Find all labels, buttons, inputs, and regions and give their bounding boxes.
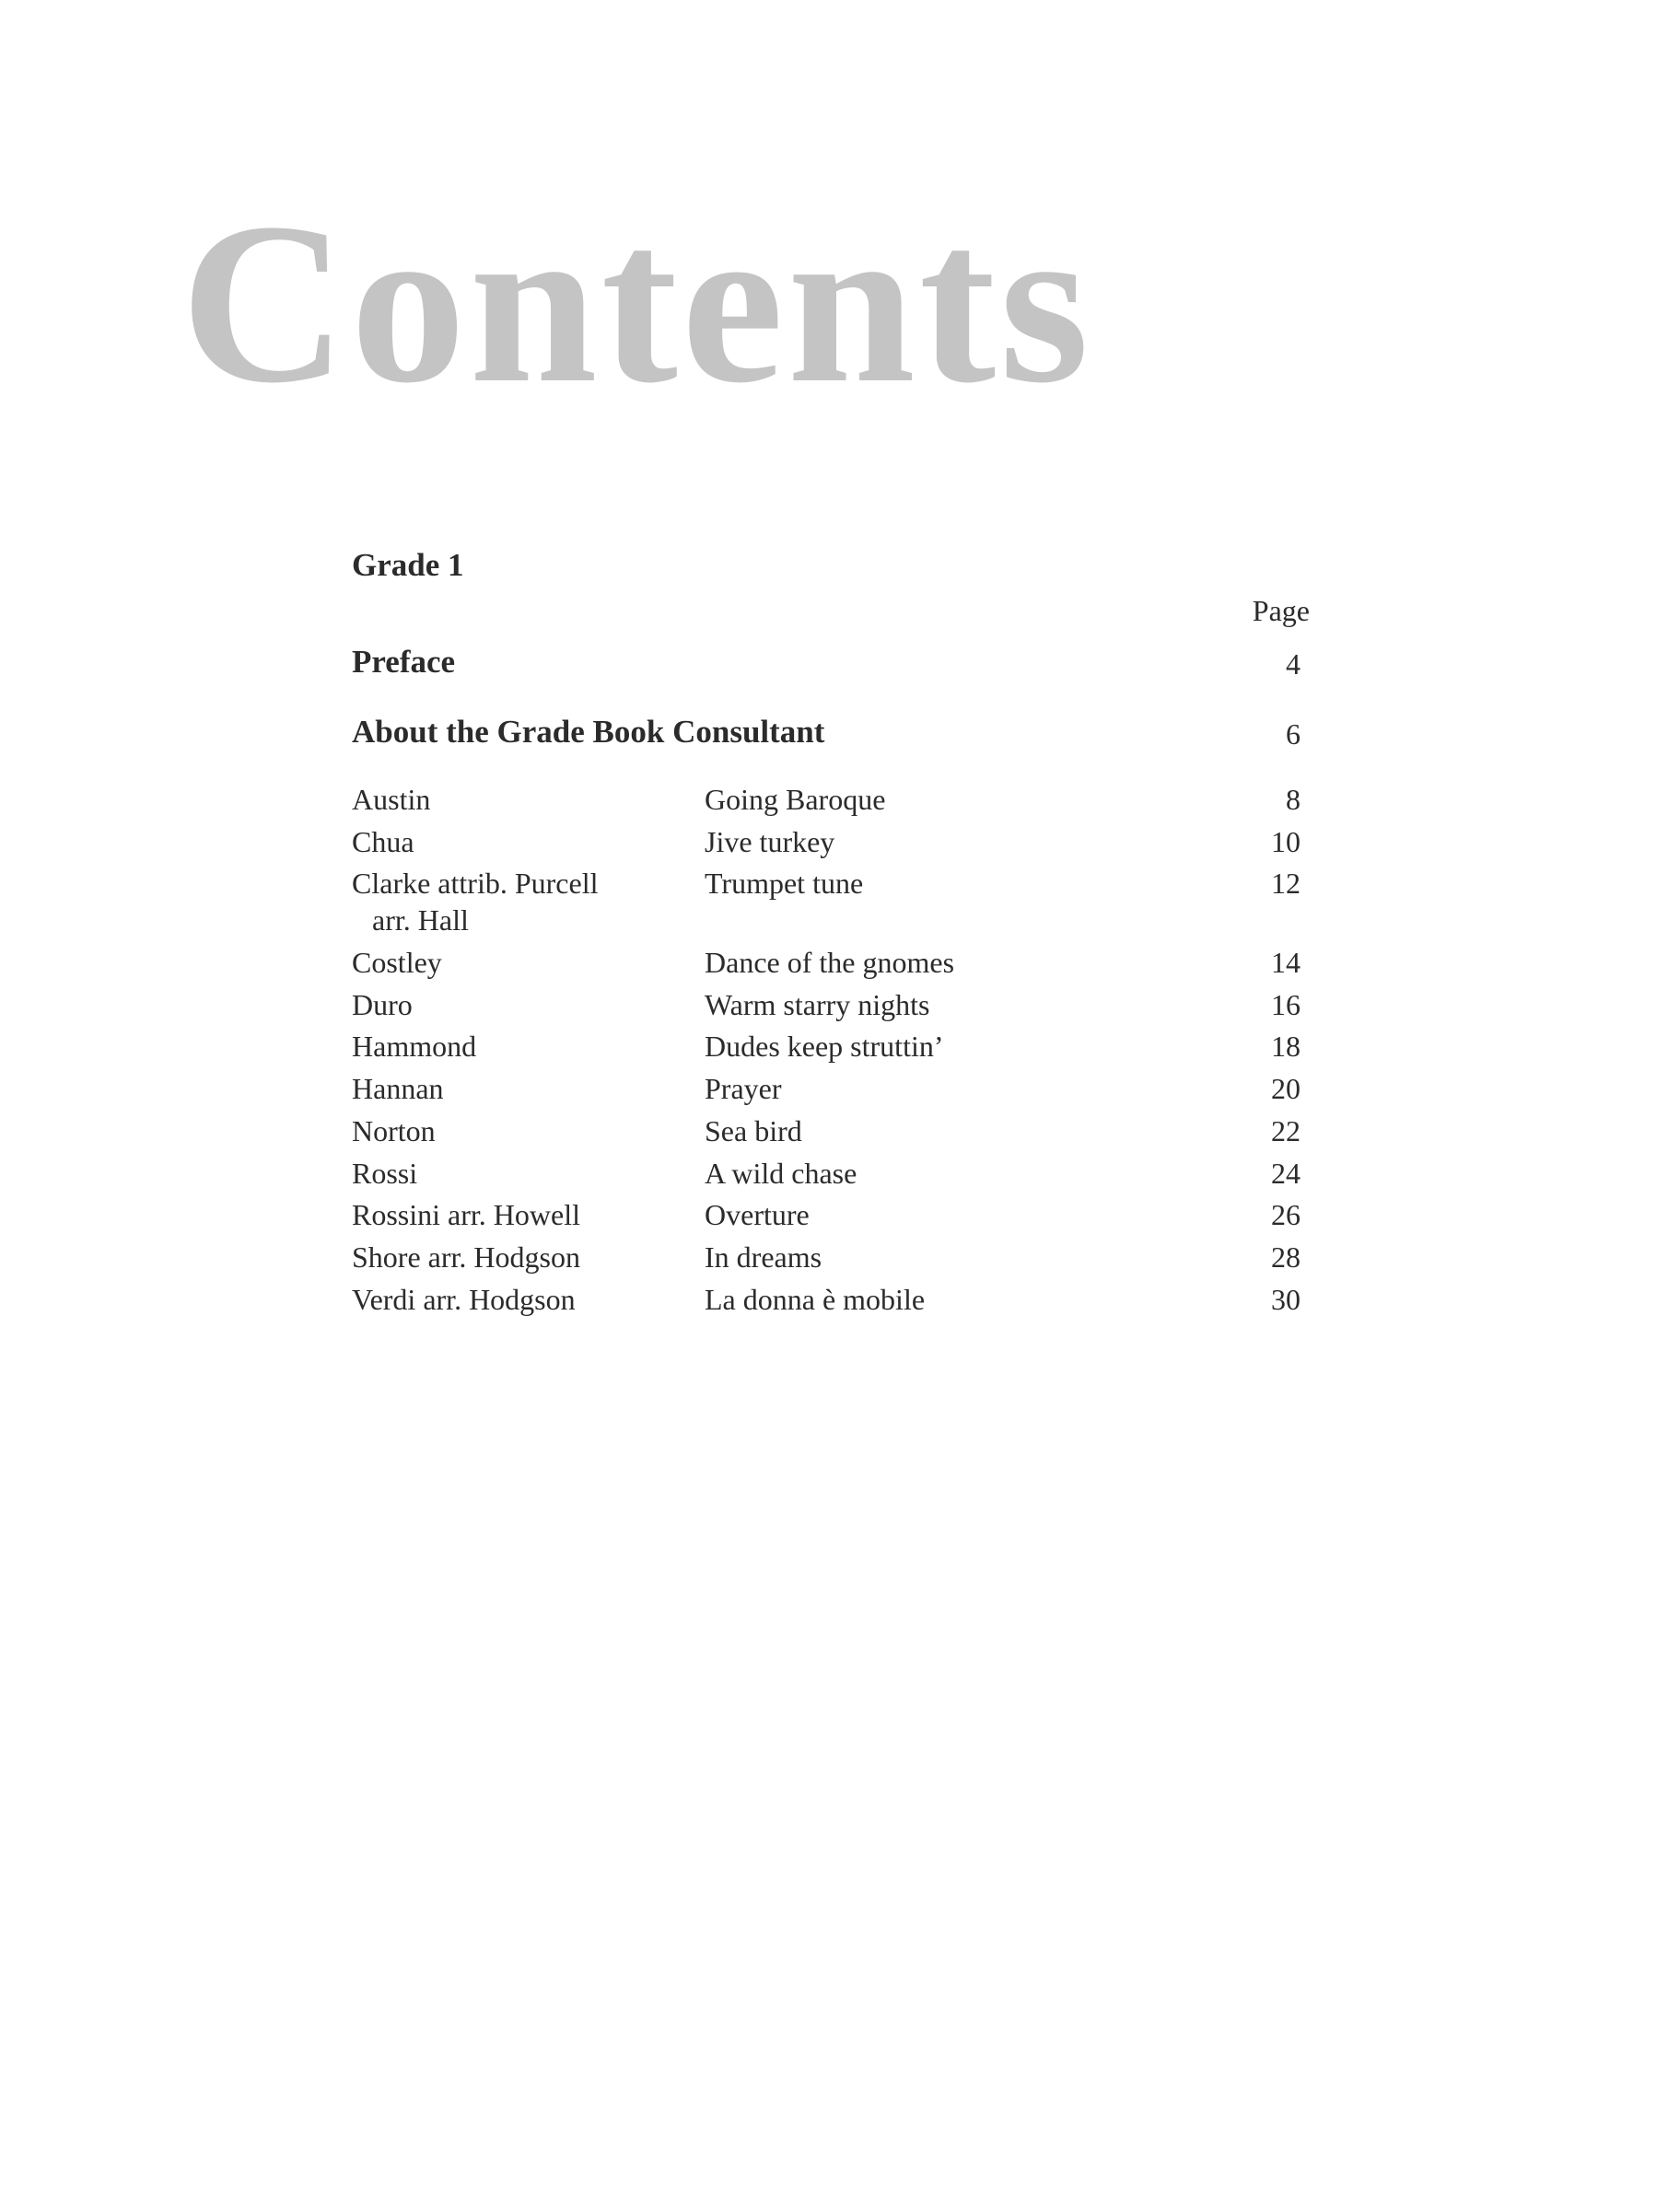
list-item[interactable] [352,865,1310,938]
composer: Shore arr. Hodgson [352,1240,580,1274]
page-number: 14 [1271,946,1301,980]
page-number: 26 [1271,1198,1301,1232]
piece-title: Prayer [705,1072,782,1106]
toc-section-consultant[interactable] [352,710,1310,756]
piece-title: Trumpet tune [705,867,864,901]
list-item[interactable] [352,1070,1310,1107]
section-page-number: 4 [1286,647,1301,681]
list-item[interactable] [352,1239,1310,1275]
composer: Rossi [352,1156,418,1190]
composer: Norton [352,1113,436,1147]
page-number: 30 [1271,1282,1301,1316]
page-number: 8 [1286,783,1301,816]
list-item[interactable] [352,986,1310,1023]
piece-title: Overture [705,1198,810,1232]
piece-title: Dance of the gnomes [705,946,955,980]
grade-heading: Grade 1 [352,547,464,583]
composer: Chua [352,824,414,858]
piece-title: Jive turkey [705,824,835,858]
page-number: 24 [1271,1156,1301,1190]
composer: Rossini arr. Howell [352,1198,580,1232]
page-column-label: Page [1252,594,1310,627]
page-title: Contents [181,176,1093,431]
composer: Verdi arr. Hodgson [352,1282,576,1316]
composer: Hammond [352,1030,477,1064]
piece-list [352,781,1310,1322]
list-item[interactable] [352,1155,1310,1192]
page-number: 22 [1271,1113,1301,1147]
page-number: 20 [1271,1072,1301,1106]
composer: Duro [352,987,413,1021]
list-item[interactable] [352,781,1310,818]
piece-title: Sea bird [705,1113,802,1147]
composer: Austin [352,783,431,816]
page-number: 16 [1271,987,1301,1021]
composer: Clarke attrib. Purcell arr. Hall [352,867,599,937]
section-page-number: 6 [1286,717,1301,751]
piece-title: Going Baroque [705,783,886,816]
list-item[interactable] [352,1028,1310,1065]
page-number: 10 [1271,824,1301,858]
composer: Hannan [352,1072,444,1106]
list-item[interactable] [352,944,1310,981]
list-item[interactable] [352,823,1310,860]
piece-title: La donna è mobile [705,1282,926,1316]
piece-title: In dreams [705,1240,822,1274]
page-number: 28 [1271,1240,1301,1274]
page-number: 12 [1271,867,1301,901]
piece-title: Dudes keep struttin’ [705,1030,944,1064]
list-item[interactable] [352,1196,1310,1233]
composer: Costley [352,946,442,980]
piece-title: Warm starry nights [705,987,930,1021]
section-title: Preface [352,644,456,680]
piece-title: A wild chase [705,1156,857,1190]
page-number: 18 [1271,1030,1301,1064]
toc-section-preface[interactable] [352,640,1310,686]
list-item[interactable] [352,1281,1310,1318]
list-item[interactable] [352,1112,1310,1149]
section-title: About the Grade Book Consultant [352,714,825,750]
